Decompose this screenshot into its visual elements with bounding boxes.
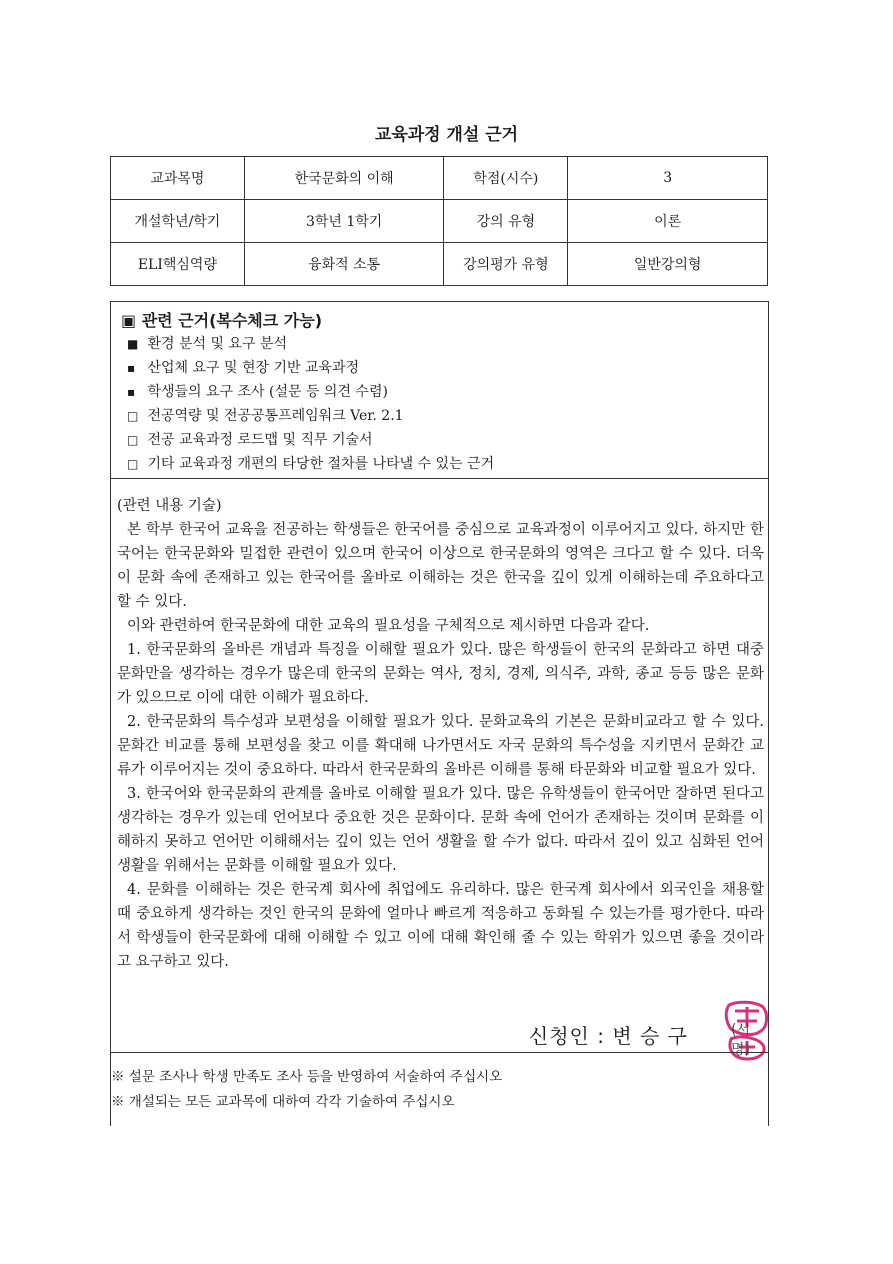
- description-paragraph: 1. 한국문화의 올바른 개념과 특징을 이해할 필요가 있다. 많은 학생들이 한국의 문화라고 하면 대중문화만을 생각하는 경우가 많은데 한국의 문화는 역사, 정치, 경제, 의식주, 과학, 종교 등등 많은 문화가 있으므로 이에 대한 이해가 필요하다.: [117, 642, 764, 706]
- basis-item-other[interactable]: [127, 452, 494, 476]
- basis-item-label: 환경 분석 및 요구 분석: [147, 336, 287, 352]
- basis-item-label: 학생들의 요구 조사 (설문 등 의견 수렴): [147, 384, 388, 400]
- description-paragraph: 4. 문화를 이해하는 것은 한국계 회사에 취업에도 유리하다. 많은 한국계 회사에서 외국인을 채용할 때 중요하게 생각하는 것인 한국의 문화에 얼마나 빠르게 적응하고 동화될 수 있는가를 평가한다. 따라서 학생들이 한국문화에 대해 이해할 수 있고 이에 대해 확인해 줄 수 있는 학위가 있으면 좋을 것이라고 요구하고 있다.: [117, 882, 764, 970]
- grade-semester-label: 개설학년/학기: [111, 200, 245, 243]
- credit-value: 3: [568, 157, 768, 200]
- bullet-checked-icon: ▪: [127, 361, 136, 375]
- credit-label: 학점(시수): [444, 157, 568, 200]
- table-row: [111, 200, 768, 243]
- lecture-type-label: 강의 유형: [444, 200, 568, 243]
- description-paragraph: 이와 관련하여 한국문화에 대한 교육의 필요성을 구체적으로 제시하면 다음과 같다.: [127, 618, 650, 634]
- basis-checklist: [127, 332, 494, 476]
- evaluation-type-label: 강의평가 유형: [444, 243, 568, 286]
- basis-item-industry-needs[interactable]: [127, 356, 494, 380]
- basis-title: ▣ 관련 근거(복수체크 가능): [121, 311, 323, 330]
- basis-form-box: [110, 301, 769, 1126]
- basis-item-environment-analysis[interactable]: [127, 332, 494, 356]
- basis-item-roadmap[interactable]: [127, 428, 494, 452]
- checkbox-empty-icon: □: [127, 433, 139, 447]
- table-row: [111, 157, 768, 200]
- competency-value: 융화적 소통: [244, 243, 444, 286]
- competency-label: ELI핵심역량: [111, 243, 245, 286]
- basis-item-competency-framework[interactable]: [127, 404, 494, 428]
- table-row: [111, 243, 768, 286]
- checkbox-empty-icon: □: [127, 457, 139, 471]
- signature-label: (서명): [731, 1022, 750, 1058]
- checkbox-empty-icon: □: [127, 409, 139, 423]
- description-section: [111, 494, 768, 974]
- description-heading: (관련 내용 기술): [117, 498, 222, 514]
- description-paragraph: 본 학부 한국어 교육을 전공하는 학생들은 한국어를 중심으로 교육과정이 이루어지고 있다. 하지만 한국어는 한국문화와 밀접한 관련이 있으며 한국어 이상으로 한국문화의 영역은 크다고 할 수 있다. 더욱이 문화 속에 존재하고 있는 한국어를 올바로 이해하는 것은 한국을 깊이 있게 이해하는데 주요하다고 할 수 있다.: [117, 522, 764, 610]
- basis-section: [111, 302, 768, 479]
- basis-item-label: 산업체 요구 및 현장 기반 교육과정: [147, 360, 360, 376]
- basis-item-label: 전공역량 및 전공공통프레임워크 Ver. 2.1: [147, 408, 404, 424]
- applicant-signature-line: 신청인 : 변 승 구: [528, 1024, 688, 1048]
- notes-section: [111, 1052, 768, 1115]
- note-line: ※ 설문 조사나 학생 만족도 조사 등을 반영하여 서술하여 주십시오: [111, 1069, 503, 1085]
- course-name-value: 한국문화의 이해: [244, 157, 444, 200]
- note-line: ※ 개설되는 모든 교과목에 대하여 각각 기술하여 주십시오: [111, 1094, 455, 1110]
- page-title: 교육과정 개설 근거: [374, 125, 519, 145]
- description-paragraph: 2. 한국문화의 특수성과 보편성을 이해할 필요가 있다. 문화교육의 기본은 문화비교라고 할 수 있다. 문화간 비교를 통해 보편성을 찾고 이를 확대해 나가면서도 자국 문화의 특수성을 지키면서 문화간 교류가 이루어지는 것이 중요하다. 따라서 한국문화의 올바른 이해를 통해 타문화와 비교할 필요가 있다.: [117, 714, 764, 778]
- course-info-table: [110, 156, 768, 286]
- course-name-label: 교과목명: [111, 157, 245, 200]
- basis-item-label: 전공 교육과정 로드맵 및 직무 기술서: [147, 432, 373, 448]
- description-paragraph: 3. 한국어와 한국문화의 관계를 올바로 이해할 필요가 있다. 많은 유학생들이 한국어만 잘하면 된다고 생각하는 경우가 있는데 언어보다 중요한 것은 문화이다. 문화 속에 언어가 존재하는 것이며 문화를 이해하지 못하고 언어만 이해해서는 깊이 있는 언어 생활을 할 수가 없다. 따라서 깊이 있고 심화된 언어 생활을 위해서는 문화를 이해할 필요가 있다.: [117, 786, 764, 874]
- lecture-type-value: 이론: [568, 200, 768, 243]
- grade-semester-value: 3학년 1학기: [244, 200, 444, 243]
- basis-item-label: 기타 교육과정 개편의 타당한 절차를 나타낼 수 있는 근거: [147, 456, 495, 472]
- basis-item-student-survey[interactable]: [127, 380, 494, 404]
- evaluation-type-value: 일반강의형: [568, 243, 768, 286]
- bullet-checked-icon: ▪: [127, 385, 136, 399]
- checkbox-checked-icon: ■: [127, 337, 139, 351]
